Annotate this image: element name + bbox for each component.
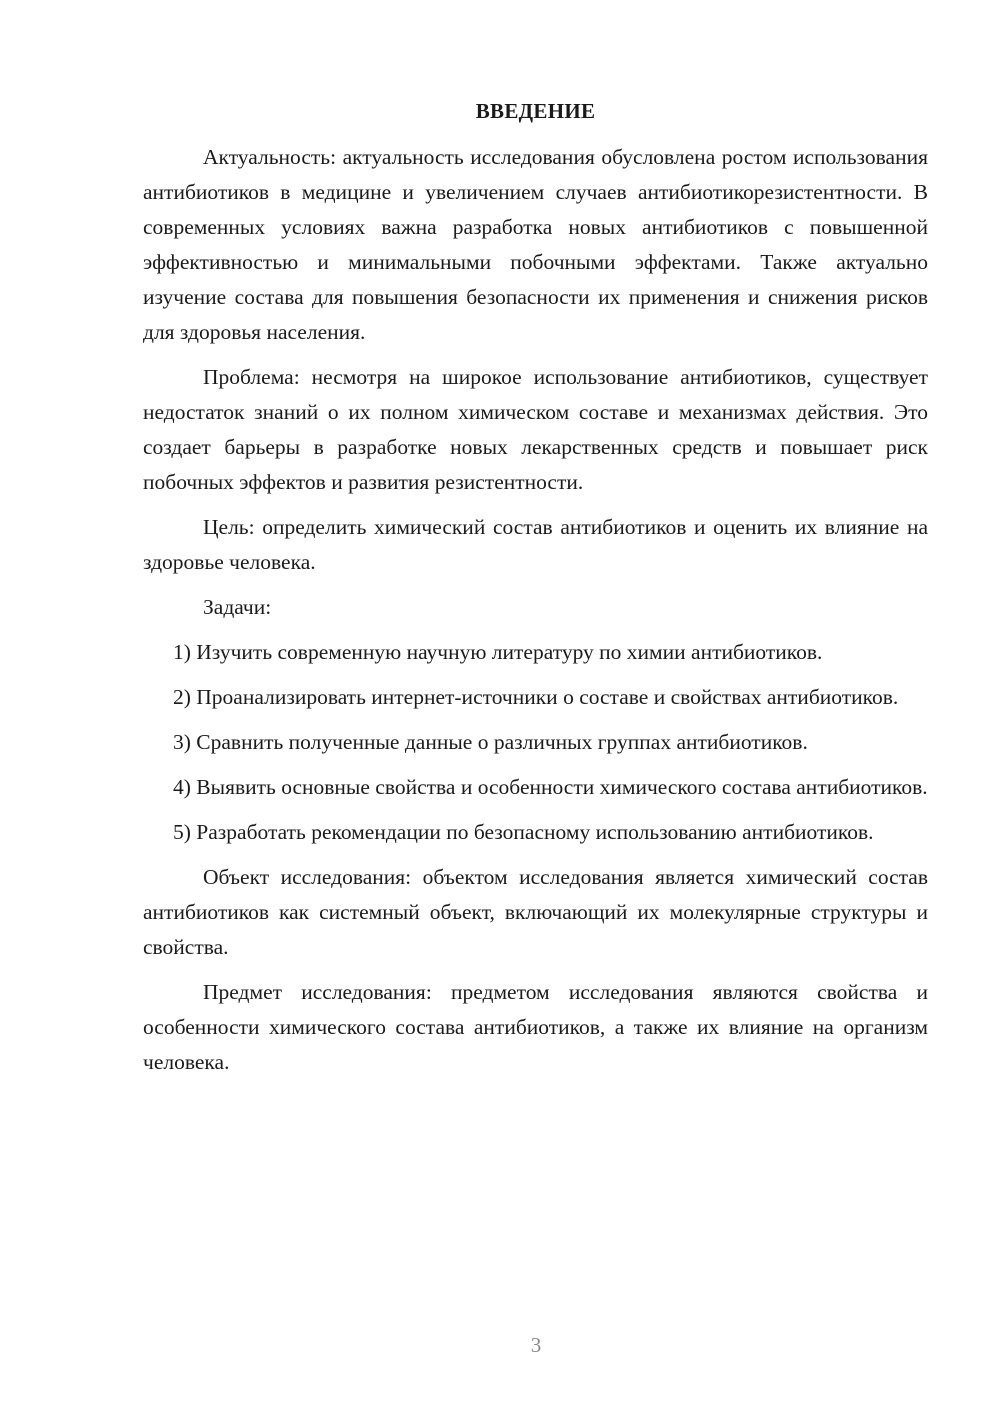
task-item-3: 3) Сравнить полученные данные о различных группах антибиотиков. <box>173 730 808 754</box>
task-item-2: 2) Проанализировать интернет-источники о составе и свойствах антибиотиков. <box>173 685 899 709</box>
task-item-1: 1) Изучить современную научную литературу по химии антибиотиков. <box>173 640 823 664</box>
paragraph-object: Объект исследования: объектом исследования является химический состав антибиотиков как системный объект, включающий их молекулярные структуры и свойства. <box>143 865 928 959</box>
paragraph-problem: Проблема: несмотря на широкое использование антибиотиков, существует недостаток знаний о их полном химическом составе и механизмах действия. Это создает барьеры в разработке новых лекарственных средств и повышает риск побочных эффектов и развития резистентности. <box>143 365 928 494</box>
task-item-5: 5) Разработать рекомендации по безопасному использованию антибиотиков. <box>173 820 874 844</box>
tasks-heading: Задачи: <box>203 595 272 619</box>
page-title: ВВЕДЕНИЕ <box>475 99 596 123</box>
paragraph-goal: Цель: определить химический состав антибиотиков и оценить их влияние на здоровье человека. <box>143 515 928 574</box>
document-page <box>143 96 928 1090</box>
task-item-4: 4) Выявить основные свойства и особенности химического состава антибиотиков. <box>173 775 928 799</box>
paragraph-subject: Предмет исследования: предметом исследования являются свойства и особенности химического состава антибиотиков, а также их влияние на организм человека. <box>143 980 928 1074</box>
paragraph-relevance: Актуальность: актуальность исследования обусловлена ростом использования антибиотиков в медицине и увеличением случаев антибиотикорезистентности. В современных условиях важна разработка новых антибиотиков с повышенной эффективностью и минимальными побочными эффектами. Также актуально изучение состава для повышения безопасности их применения и снижения рисков для здоровья населения. <box>143 145 928 344</box>
page-number: 3 <box>530 1333 542 1357</box>
